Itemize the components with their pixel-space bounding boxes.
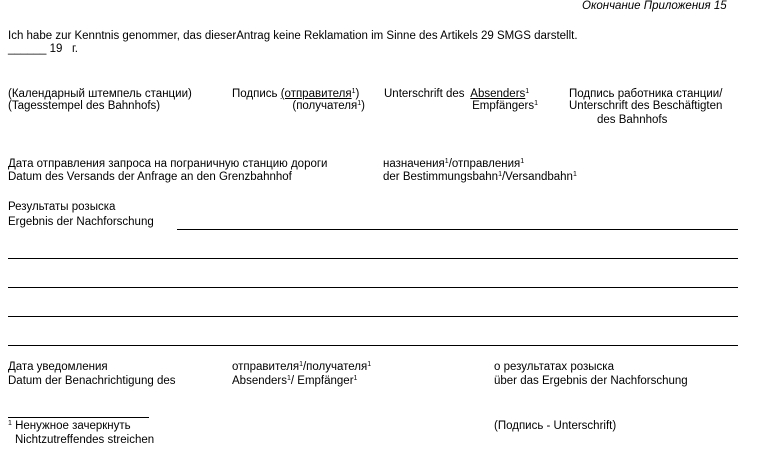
notification-party-de-receiver: / Empfänger [290, 375, 354, 387]
footnote-mark: 1 [357, 100, 362, 107]
date-year: 19 [49, 43, 63, 55]
date-suffix: г. [71, 43, 78, 55]
dispatch-de-destination: der Bestimmungsbahn [383, 171, 499, 183]
notification-date-de: Datum der Benachrichtigung des [8, 375, 176, 387]
date-line [8, 44, 78, 56]
results-fill-line [8, 345, 738, 346]
sign-label-ru-sender [232, 89, 359, 101]
results-fill-line [177, 229, 738, 230]
notification-party-ru-receiver: /получателя [302, 361, 368, 373]
footnote-mark: 1 [444, 158, 449, 165]
footnote-mark: 1 [498, 171, 502, 178]
notification-party-ru [232, 362, 371, 374]
close-paren: ) [361, 100, 365, 112]
results-fill-line [8, 258, 738, 259]
footnote-ru [8, 421, 131, 433]
sign-label-de-sender [384, 89, 529, 101]
footnote-mark: 1 [525, 88, 530, 95]
footnote-mark: 1 [299, 361, 303, 368]
staff-sign-de-1: Unterschrift des Beschäftigten [569, 100, 723, 112]
stamp-label-de: (Tagesstempel des Bahnhofs) [8, 100, 161, 112]
sign-label-de-receiver [472, 101, 538, 113]
footnote-mark: 1 [367, 361, 372, 368]
dispatch-ru-origin: /отправления [448, 158, 521, 170]
dispatch-date-de: Datum des Versands der Anfrage an den Grenzbahnhof [8, 171, 292, 183]
acknowledgement-text: Ich habe zur Kenntnis genommer, das dieserAntrag keine Reklamation im Sinne des Artikels 29 SMGS darstellt. [8, 30, 578, 42]
results-fill-line [8, 316, 738, 317]
results-fill-line [8, 287, 738, 288]
footnote-mark: 1 [572, 171, 577, 178]
sign-de-receiver: Empfängers [472, 100, 535, 112]
close-paren: ) [355, 88, 360, 100]
sign-de-sender: Absenders [470, 88, 526, 100]
staff-sign-de-2: des Bahnhofs [597, 114, 668, 126]
dispatch-date-ru: Дата отправления запроса на пограничную станцию дороги [8, 158, 328, 170]
footnote-mark: 1 [520, 158, 525, 165]
footnote-mark: 1 [353, 375, 358, 382]
sign-ru-prefix: Подпись [232, 88, 278, 100]
notification-about-de: über das Ergebnis der Nachforschung [494, 375, 688, 387]
signature-bottom-label: (Подпись - Unterschrift) [494, 420, 617, 432]
dispatch-railway-de [383, 172, 577, 184]
sign-ru-receiver: (получателя [292, 100, 358, 112]
footnote-mark: 1 [351, 88, 356, 95]
sign-de-prefix: Unterschrift des [384, 88, 465, 100]
results-label-de: Ergebnis der Nachforschung [8, 216, 154, 228]
notification-date-ru: Дата уведомления [8, 361, 108, 373]
staff-sign-ru: Подпись работника станции/ [569, 88, 723, 100]
notification-party-de-sender: Absenders [232, 375, 287, 387]
stamp-label-ru: (Календарный штемпель станции) [8, 88, 192, 100]
footnote-de: Nichtzutreffendes streichen [15, 434, 155, 446]
date-blank: ______ [8, 43, 47, 55]
dispatch-ru-destination: назначения [383, 158, 445, 170]
notification-party-de [232, 376, 357, 388]
sign-ru-sender: (отправителя [280, 88, 352, 100]
annex-end-label: Окончание Приложения 15 [582, 0, 727, 12]
results-label-ru: Результаты розыска [8, 201, 116, 213]
footnote-mark: 1 [286, 375, 291, 382]
footnote-mark: 1 [8, 420, 12, 427]
dispatch-railway-ru [383, 159, 524, 171]
footnote-ru-text: Ненужное зачеркнуть [15, 420, 131, 432]
notification-about-ru: о результатах розыска [494, 361, 614, 373]
notification-party-ru-sender: отправителя [232, 361, 300, 373]
footnote-mark: 1 [534, 100, 538, 107]
sign-label-ru-receiver [292, 101, 365, 113]
footnote-separator [8, 417, 149, 418]
dispatch-de-origin: /Versandbahn [501, 171, 573, 183]
